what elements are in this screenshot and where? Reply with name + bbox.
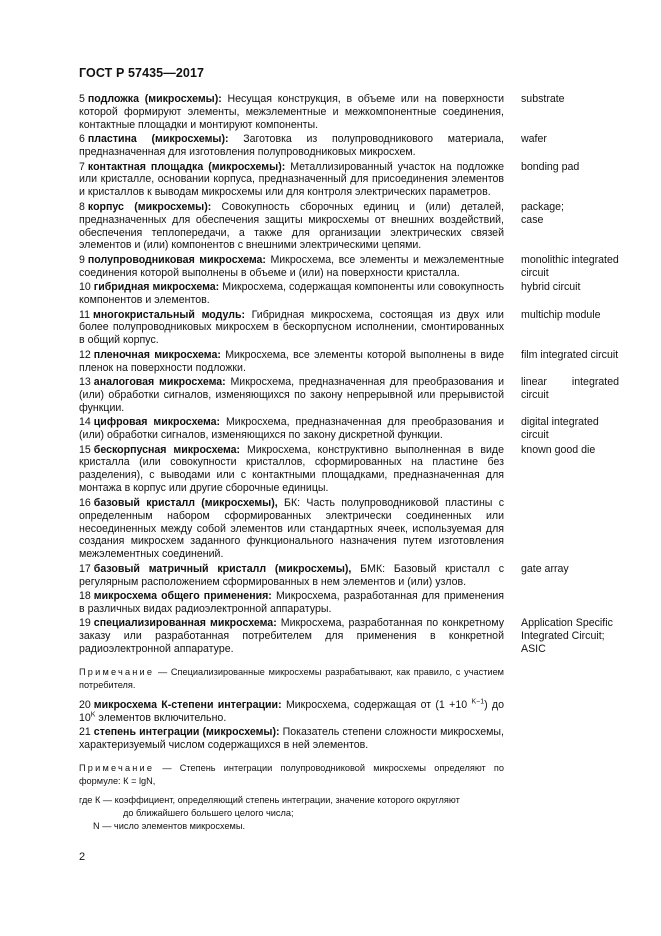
term-entry: [79, 93, 619, 132]
english-equivalent: gate array: [521, 562, 569, 575]
term-definition: [79, 254, 504, 280]
definition-text: БМК: Базовый кристалл с регулярным расположением сформированных в нем элементов и (или) узлов.: [79, 562, 504, 588]
term-name: базовый кристалл (микросхемы),: [93, 496, 278, 509]
definition-text: Металлизированный участок на подложке или кристалле, основании корпуса, предназначенный для присоединения элементов и кристаллов к выводам микросхемы или для контроля электрических параметров.: [79, 160, 504, 199]
term-name: базовый матричный кристалл (микросхемы),: [93, 562, 352, 575]
term-entry: [79, 349, 619, 375]
note-label: Примечание: [79, 763, 155, 774]
term-definition: [79, 699, 504, 725]
definition-text: Несущая конструкция, в объеме или на поверхности которой формируют элементы, межэлементные и межкомпонентные соединения, контактные площадки и монтируют компоненты.: [79, 93, 504, 131]
term-entry: [79, 444, 619, 496]
definition-text: Микросхема, предназначенная для преобразования и (или) обработки сигналов, изменяющихся по закону непрерывной или прерывистой функции.: [79, 376, 505, 414]
definition-text: элементов включительно.: [98, 711, 227, 724]
definition-text: Микросхема, содержащая компоненты или совокупность компонентов и элементов.: [79, 281, 505, 307]
term-definition: [79, 161, 504, 200]
term-number: 12: [79, 348, 91, 361]
term-number: 15: [79, 443, 91, 456]
term-name: бескорпусная микросхема:: [93, 443, 241, 456]
term-definition: [79, 309, 504, 348]
definition-text: Микросхема, разработанная для применения в различных видах радиоэлектронной аппаратуры.: [79, 590, 505, 615]
term-entry: [79, 726, 619, 752]
document-header: ГОСТ Р 57435—2017: [79, 66, 205, 80]
term-number: 17: [79, 562, 91, 575]
english-equivalent: multichip module: [521, 308, 601, 321]
legend-n: N — число элементов микросхемы.: [93, 821, 246, 832]
term-definition: [79, 349, 504, 375]
english-equivalent: [521, 699, 619, 725]
legend-k: где К — коэффициент, определяющий степень интеграции, значение которого округляют: [79, 795, 460, 806]
english-equivalent: monolithic integrated circuit: [521, 253, 619, 279]
term-number: 7: [79, 160, 85, 173]
definition-text: Показатель степени сложности микросхемы, характеризуемый числом содержащихся в ней элементов.: [79, 726, 504, 752]
english-equivalent: [521, 590, 619, 616]
term-entry: [79, 281, 619, 307]
term-name: корпус (микросхемы):: [87, 200, 212, 213]
english-equivalent: digital integrated circuit: [521, 416, 599, 442]
term-entry: [79, 254, 619, 280]
page-number: 2: [79, 851, 86, 863]
term-entry: [79, 699, 619, 725]
term-entry: [79, 309, 619, 348]
term-entry: [79, 201, 619, 253]
term-entry: [79, 563, 619, 589]
term-definition: [79, 444, 504, 496]
note-2: [79, 762, 504, 788]
english-equivalent: [521, 497, 619, 562]
definition-text: Совокупность сборочных единиц и (или) деталей, предназначенных для обеспечения защиты микросхемы от внешних воздействий, обеспечения теплопередачи, а также для организации электрических связей элементов и (или) компонентов с внешними электрическими цепями.: [79, 200, 504, 252]
term-definition: [79, 590, 504, 616]
term-entry: [79, 133, 619, 159]
definition-text: Микросхема, конструктивно выполненная в виде кристалла (или совокупности кристаллов, сформированных на пластине без разделения), с выводами или с контактными площадками, предназначенная для монтажа в корпус или другие сборочные единицы.: [79, 443, 504, 495]
term-name: контактная площадка (микросхемы):: [87, 160, 286, 173]
term-number: 19: [79, 617, 91, 630]
exponent: K: [90, 711, 96, 719]
term-number: 16: [79, 496, 91, 509]
english-equivalent: wafer: [521, 133, 547, 146]
term-definition: [79, 416, 504, 442]
english-equivalent: known good die: [521, 443, 596, 456]
term-number: 21: [79, 726, 91, 739]
note-text: — Специализированные микросхемы разрабатывают, как правило, с участием потребителя.: [79, 667, 504, 691]
term-name: многокристальный модуль:: [93, 308, 245, 321]
term-definition: [79, 201, 504, 253]
term-entry: [79, 590, 619, 616]
term-entry: [79, 497, 619, 562]
term-definition: [79, 93, 504, 132]
term-name: пленочная микросхема:: [93, 348, 221, 361]
term-name: полупроводниковая микросхема:: [87, 253, 266, 266]
term-number: 13: [79, 376, 91, 389]
terms-list: [79, 93, 619, 833]
term-definition: [79, 133, 504, 159]
legend-k-continued: до ближайшего большего целого числа;: [123, 808, 294, 819]
term-number: 14: [79, 416, 91, 429]
term-entry: [79, 416, 619, 442]
term-name: специализированная микросхема:: [93, 617, 277, 630]
english-equivalent: linear integrated circuit: [521, 376, 619, 401]
term-definition: [79, 563, 504, 589]
term-name: аналоговая микросхема:: [93, 376, 226, 389]
term-name: микросхема К-степени интеграции:: [93, 699, 282, 712]
term-name: микросхема общего применения:: [93, 590, 272, 603]
english-equivalent: package; case: [521, 200, 564, 226]
term-definition: [79, 376, 504, 415]
english-equivalent: [521, 726, 619, 752]
term-definition: [79, 617, 504, 656]
term-number: 9: [79, 253, 85, 266]
note-text: — Степень интеграции полупроводниковой микросхемы определяют по формуле: К = lgN,: [79, 763, 504, 787]
definition-text: Гибридная микросхема, состоящая из двух или более полупроводниковых микросхем в бескорпусном исполнении, смонтированных в общий корпус.: [79, 308, 504, 347]
definition-text: Заготовка из полупроводникового материала, предназначенная для изготовления полупроводниковых микросхем.: [79, 133, 504, 159]
term-definition: [79, 281, 504, 307]
term-entry: [79, 376, 619, 415]
term-number: 20: [79, 699, 91, 712]
english-equivalent: film integrated circuit: [521, 348, 619, 361]
definition-text: Микросхема, все элементы и межэлементные соединения которой выполнены в объеме и (или) на поверхности кристалла.: [79, 253, 504, 279]
term-entry: [79, 617, 619, 656]
term-name: пластина (микросхемы):: [87, 133, 229, 146]
definition-text: ) до 10: [79, 699, 505, 724]
definition-text: Микросхема, содержащая от (1 +10: [285, 699, 468, 712]
definition-text: Микросхема, предназначенная для преобразования и (или) обработки сигналов, изменяющихся по закону дискретной функции.: [79, 416, 505, 442]
definition-text: Микросхема, все элементы которой выполнены в виде пленок на поверхности подложки.: [79, 348, 504, 374]
note-1: [79, 666, 504, 692]
english-equivalent: Application Specific Integrated Circuit; ASIC: [521, 617, 613, 656]
term-number: 8: [79, 200, 85, 213]
formula-legend: [79, 794, 504, 833]
term-definition: [79, 726, 504, 752]
term-number: 6: [79, 133, 85, 146]
term-number: 11: [79, 308, 90, 321]
term-name: гибридная микросхема:: [93, 281, 220, 294]
exponent: K−1: [471, 698, 485, 706]
definition-text: Микросхема, разработанная по конкретному заказу или разработанная потребителем для применения в конкретной радиоэлектронной аппаратуре.: [79, 617, 504, 656]
english-equivalent: bonding pad: [521, 160, 580, 173]
term-number: 10: [79, 281, 91, 294]
term-number: 5: [79, 93, 85, 105]
english-equivalent: substrate: [521, 93, 565, 105]
term-definition: [79, 497, 504, 562]
term-name: степень интеграции (микросхемы):: [93, 726, 280, 739]
english-equivalent: hybrid circuit: [521, 281, 581, 294]
term-name: цифровая микросхема:: [93, 416, 221, 429]
term-number: 18: [79, 590, 91, 603]
definition-text: БК: Часть полупроводниковой пластины с определенным набором сформированных электрически соединенных или несоединенных между собой элементов или стандартных ячеек, используемая для создания микросхем заданного функционального назначения путем изготовления межэлементных соединений.: [79, 496, 505, 561]
term-name: подложка (микросхемы):: [87, 93, 222, 105]
note-label: Примечание: [79, 667, 155, 678]
term-entry: [79, 161, 619, 200]
